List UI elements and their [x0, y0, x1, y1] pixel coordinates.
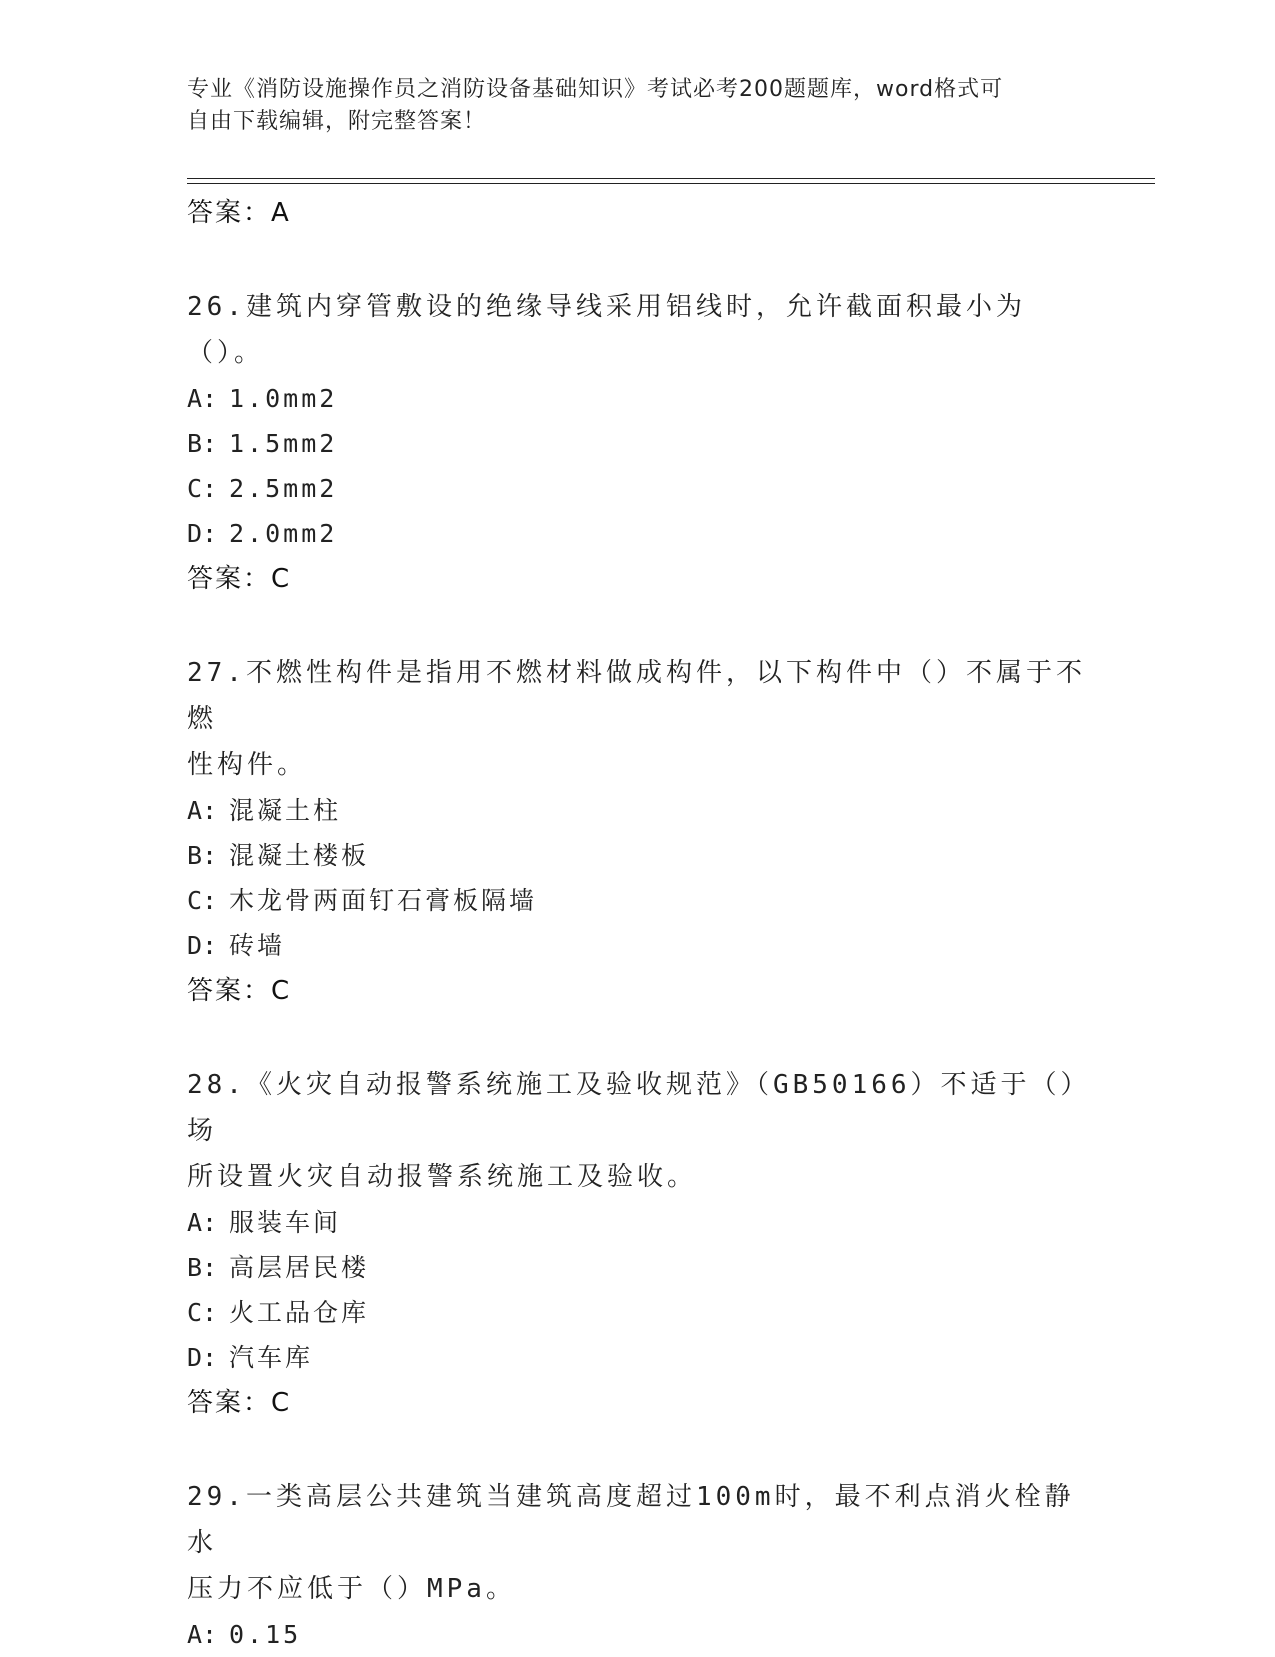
option-text: 2.0mm2	[229, 519, 338, 548]
option-c	[187, 878, 1087, 923]
question-stem-line: 29.一类高层公共建筑当建筑高度超过100m时，最不利点消火栓静水	[187, 1482, 1075, 1558]
option-text: 混凝土柱	[229, 796, 342, 825]
answer-value: A	[271, 198, 291, 228]
answer-line	[187, 190, 1087, 236]
option-d	[187, 511, 1087, 556]
option-text: 1.0mm2	[229, 384, 338, 413]
header-rule-top	[187, 178, 1155, 179]
option-a	[187, 376, 1087, 421]
option-b	[187, 1245, 1087, 1290]
option-key: C:	[187, 1298, 218, 1327]
option-key: A:	[187, 1208, 218, 1237]
option-key: A:	[187, 796, 218, 825]
answer-line	[187, 1380, 1087, 1426]
question-stem-line: 所设置火灾自动报警系统施工及验收。	[187, 1162, 698, 1192]
question-stem: 26.建筑内穿管敷设的绝缘导线采用铝线时，允许截面积最小为（）。	[187, 292, 1026, 368]
header-line-1: 专业《消防设施操作员之消防设备基础知识》考试必考200题题库，word格式可	[187, 77, 1004, 102]
header-rule-bottom	[187, 183, 1155, 184]
option-c	[187, 1290, 1087, 1335]
question-item	[187, 1474, 1087, 1657]
option-a	[187, 1200, 1087, 1245]
answer-label: 答案：	[187, 564, 272, 594]
answer-line	[187, 968, 1087, 1014]
question-stem	[187, 1062, 1087, 1200]
option-a	[187, 788, 1087, 833]
question-item	[187, 1062, 1087, 1426]
header-line-2: 自由下载编辑，附完整答案！	[187, 109, 487, 134]
option-d	[187, 923, 1087, 968]
option-b	[187, 421, 1087, 466]
option-text: 汽车库	[229, 1343, 314, 1372]
answer-value: C	[271, 564, 292, 594]
option-c	[187, 466, 1087, 511]
question-stem-line: 28.《火灾自动报警系统施工及验收规范》（GB50166）不适于（）场	[187, 1070, 1078, 1146]
option-key: D:	[187, 931, 218, 960]
option-text: 服装车间	[229, 1208, 342, 1237]
document-header	[187, 74, 1087, 138]
question-content	[187, 190, 1087, 1657]
option-key: B:	[187, 841, 218, 870]
option-text: 混凝土楼板	[229, 841, 370, 870]
option-key: C:	[187, 474, 218, 503]
option-text: 0.15	[229, 1620, 302, 1649]
answer-value: C	[271, 1388, 292, 1418]
question-stem-line: 压力不应低于（）MPa。	[187, 1574, 516, 1604]
question-item	[187, 284, 1087, 602]
answer-line	[187, 556, 1087, 602]
question-stem-line: 27.不燃性构件是指用不燃材料做成构件，以下构件中（）不属于不燃	[187, 658, 1086, 734]
question-stem-line: 性构件。	[187, 750, 308, 780]
option-key: A:	[187, 1620, 218, 1649]
question-item	[187, 650, 1087, 1014]
question-stem	[187, 650, 1087, 788]
answer-label: 答案：	[187, 1388, 272, 1418]
option-key: C:	[187, 886, 218, 915]
option-text: 火工品仓库	[229, 1298, 370, 1327]
option-text: 2.5mm2	[229, 474, 338, 503]
option-key: D:	[187, 519, 218, 548]
option-key: D:	[187, 1343, 218, 1372]
option-key: B:	[187, 1253, 218, 1282]
option-text: 砖墙	[229, 931, 286, 960]
option-text: 木龙骨两面钉石膏板隔墙	[229, 886, 538, 915]
option-key: B:	[187, 429, 218, 458]
option-key: A:	[187, 384, 218, 413]
option-text: 1.5mm2	[229, 429, 338, 458]
option-text: 高层居民楼	[229, 1253, 370, 1282]
question-stem	[187, 1474, 1087, 1612]
option-b	[187, 833, 1087, 878]
answer-label: 答案：	[187, 976, 272, 1006]
answer-value: C	[271, 976, 292, 1006]
answer-label: 答案：	[187, 198, 272, 228]
option-d	[187, 1335, 1087, 1380]
option-a	[187, 1612, 1087, 1657]
